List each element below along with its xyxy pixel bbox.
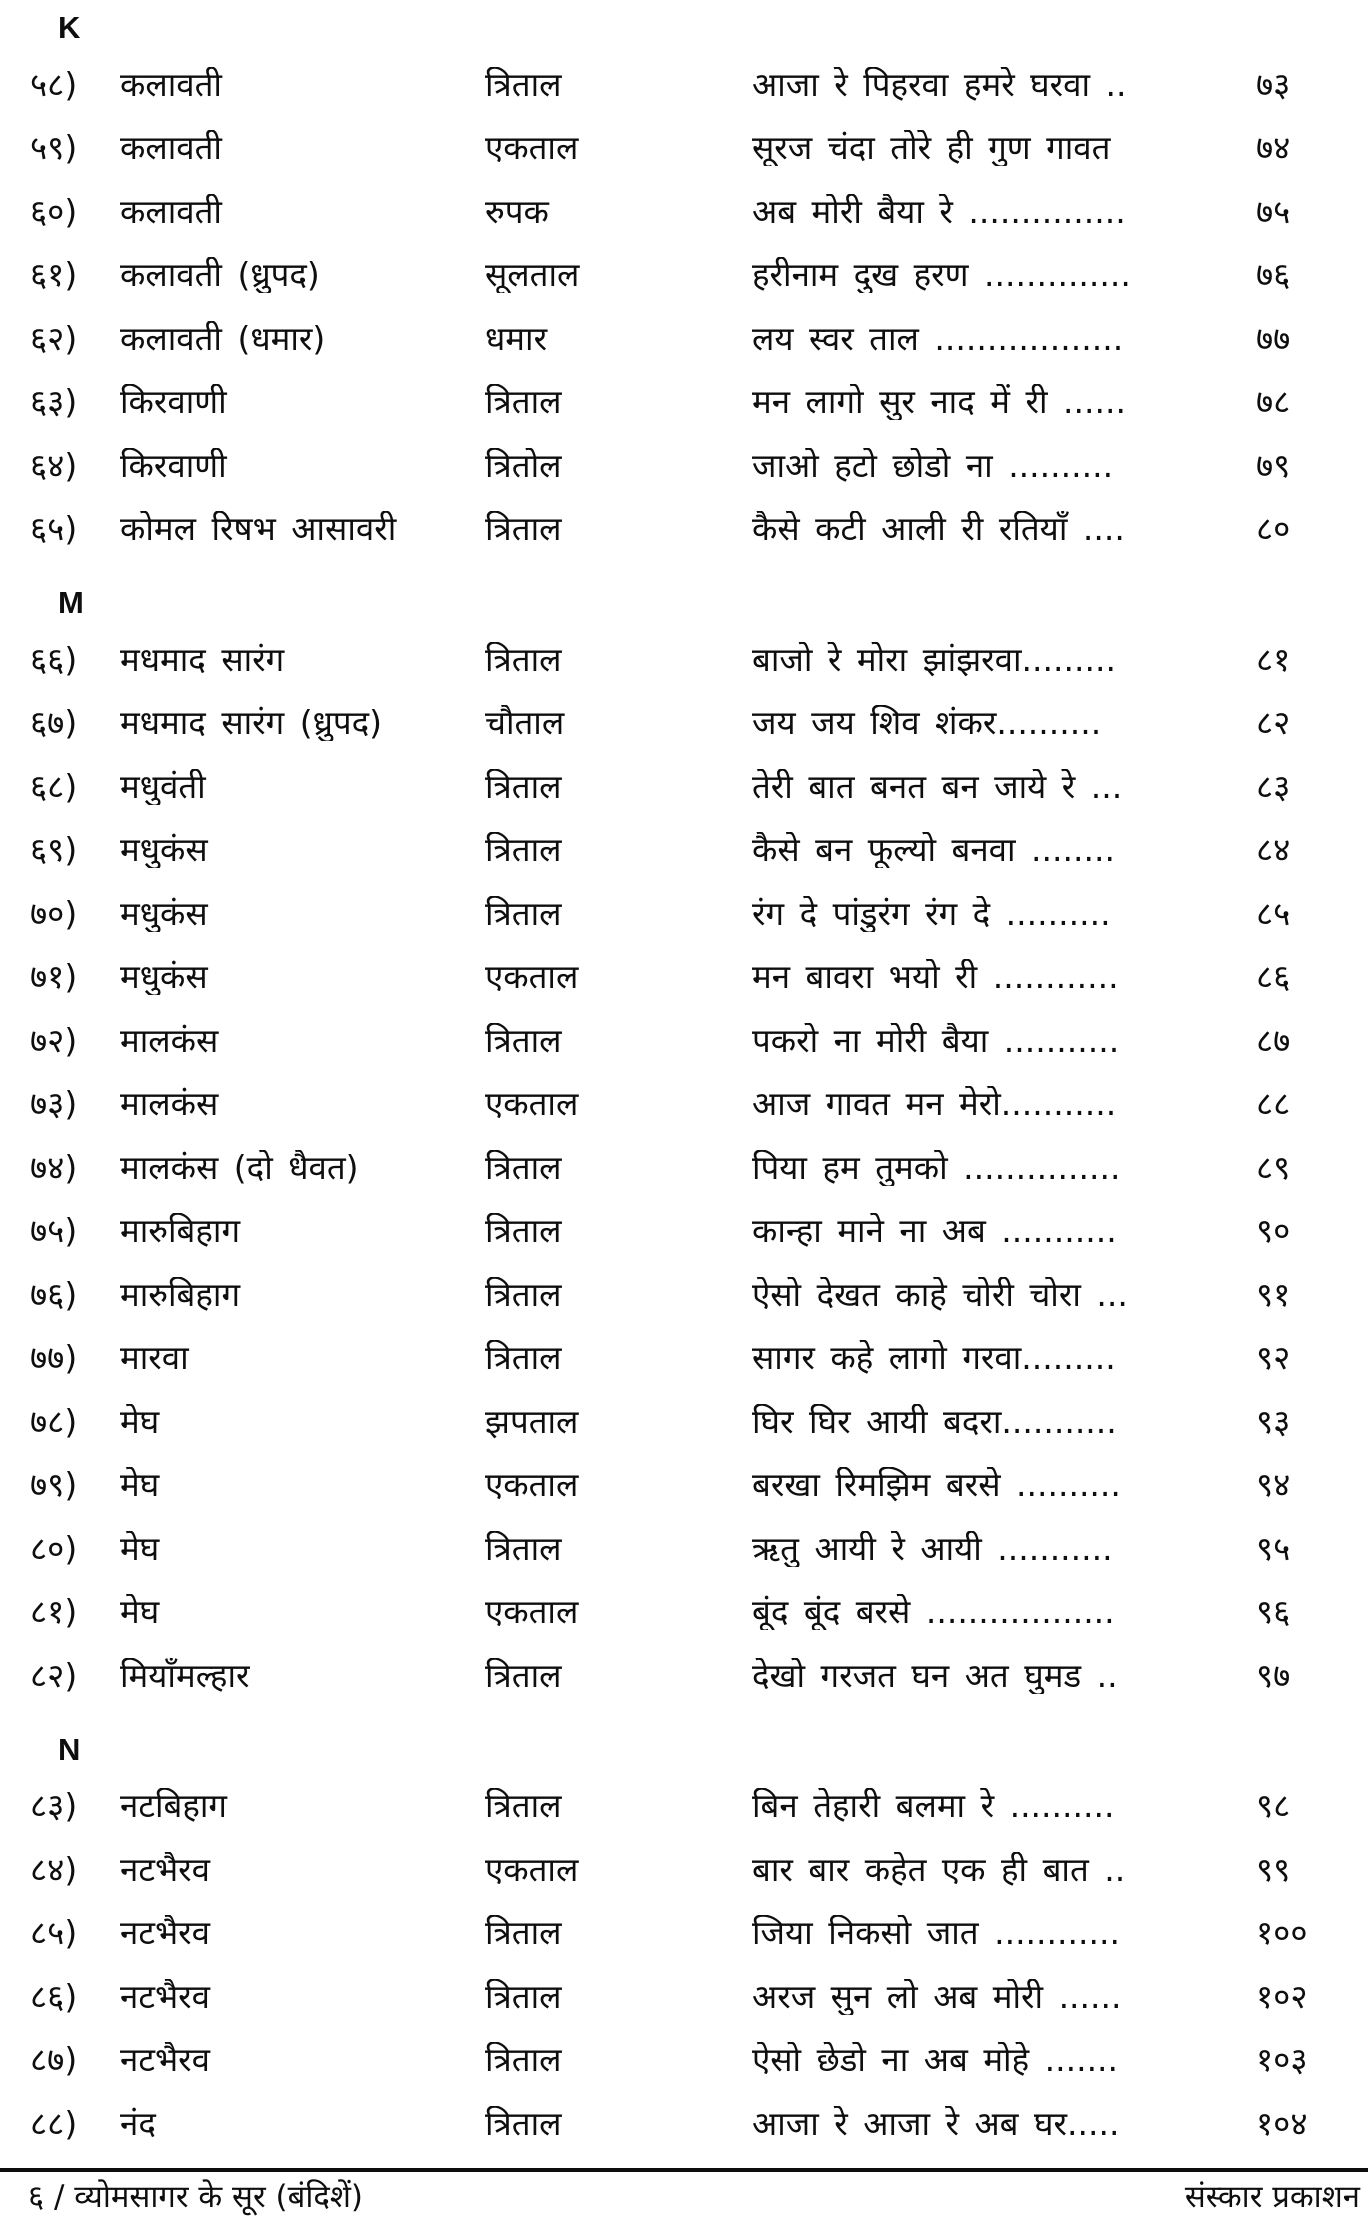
page-number: ९४: [1256, 1465, 1291, 1505]
index-row: [0, 628, 1368, 692]
serial-number: ६४): [30, 445, 78, 485]
song-title: लय स्वर ताल ..................: [752, 320, 1124, 357]
taal-name: एकताल: [485, 1086, 579, 1123]
song-title: जाओ हटो छोडो ना ..........: [752, 447, 1114, 484]
page-number: ९३: [1256, 1401, 1291, 1441]
raga-name: मधुकंस: [120, 895, 208, 932]
index-row: [0, 244, 1368, 308]
index-row: [0, 1581, 1368, 1645]
index-row: [0, 434, 1368, 498]
taal-name: त्रिताल: [485, 2105, 562, 2142]
serial-number: ८३): [30, 1786, 78, 1826]
index-row: [0, 1390, 1368, 1454]
page-number: ८५: [1256, 893, 1291, 933]
taal-name: त्रिताल: [485, 2042, 562, 2079]
taal-name: त्रिताल: [485, 1530, 562, 1567]
page-number: १०४: [1256, 2103, 1308, 2143]
raga-name: मालकंस: [120, 1086, 219, 1123]
section-letter: K: [58, 10, 81, 45]
serial-number: ८५): [30, 1913, 78, 1953]
serial-number: ८६): [30, 1976, 78, 2016]
page-number: ९०: [1256, 1211, 1291, 1251]
page-number: ८६: [1256, 957, 1291, 997]
serial-number: ८८): [30, 2103, 78, 2143]
page-number: ८९: [1256, 1147, 1291, 1187]
raga-name: नटभैरव: [120, 1978, 210, 2015]
taal-name: चौताल: [485, 705, 565, 742]
song-title: पिया हम तुमको ...............: [752, 1149, 1121, 1186]
song-title: जय जय शिव शंकर..........: [752, 705, 1102, 742]
page-number: ८४: [1256, 830, 1291, 870]
raga-name: कलावती (धमार): [120, 320, 326, 357]
raga-name: मधुकंस: [120, 959, 208, 996]
index-row: [0, 498, 1368, 562]
serial-number: ७७): [30, 1338, 78, 1378]
page-number: ८१: [1256, 639, 1291, 679]
song-title: आज गावत मन मेरो...........: [752, 1086, 1117, 1123]
song-title: बाजो रे मोरा झांझरवा.........: [752, 641, 1116, 678]
index-row: [0, 946, 1368, 1010]
index-row: [0, 755, 1368, 819]
index-row: [0, 1073, 1368, 1137]
song-title: कैसे बन फूल्यो बनवा ........: [752, 832, 1115, 869]
taal-name: सूलताल: [485, 257, 580, 294]
raga-name: मारुबिहाग: [120, 1276, 241, 1313]
index-row: [0, 180, 1368, 244]
index-row: [0, 1200, 1368, 1264]
song-title: सागर कहे लागो गरवा.........: [752, 1340, 1116, 1377]
serial-number: ६२): [30, 318, 78, 358]
song-title: आजा रे पिहरवा हमरे घरवा ..: [752, 66, 1127, 103]
page-number: १०३: [1256, 2040, 1308, 2080]
raga-name: नटभैरव: [120, 1851, 210, 1888]
taal-name: एकताल: [485, 1467, 579, 1504]
index-row: [0, 1517, 1368, 1581]
raga-name: किरवाणी: [120, 384, 227, 421]
taal-name: त्रिताल: [485, 1340, 562, 1377]
serial-number: ६१): [30, 255, 78, 295]
taal-name: धमार: [485, 320, 548, 357]
taal-name: त्रिताल: [485, 1915, 562, 1952]
raga-name: मधमाद सारंग (ध्रुपद): [120, 705, 383, 742]
index-row: [0, 1775, 1368, 1839]
raga-name: कलावती (ध्रुपद): [120, 257, 320, 294]
raga-name: मेघ: [120, 1467, 160, 1504]
taal-name: त्रिताल: [485, 768, 562, 805]
page-number: ७५: [1256, 191, 1291, 231]
page-number: ९६: [1256, 1592, 1291, 1632]
song-title: बार बार कहेत एक ही बात ..: [752, 1851, 1126, 1888]
song-title: बिन तेहारी बलमा रे ..........: [752, 1788, 1115, 1825]
index-row: [0, 2092, 1368, 2156]
song-title: पकरो ना मोरी बैया ...........: [752, 1022, 1120, 1059]
serial-number: ७३): [30, 1084, 78, 1124]
raga-name: मधमाद सारंग: [120, 641, 285, 678]
serial-number: ७०): [30, 893, 78, 933]
serial-number: ७१): [30, 957, 78, 997]
index-row: [0, 307, 1368, 371]
index-row: [0, 1902, 1368, 1966]
taal-name: त्रिताल: [485, 1657, 562, 1694]
page-number: ९८: [1256, 1786, 1291, 1826]
raga-name: नटबिहाग: [120, 1788, 227, 1825]
index-row: [0, 819, 1368, 883]
song-title: जिया निकसो जात ............: [752, 1915, 1120, 1952]
song-title: कान्हा माने ना अब ...........: [752, 1213, 1117, 1250]
taal-name: त्रिताल: [485, 1978, 562, 2015]
index-row: [0, 1009, 1368, 1073]
raga-name: मेघ: [120, 1403, 160, 1440]
raga-name: मियाँमल्हार: [120, 1657, 250, 1694]
raga-name: नटभैरव: [120, 2042, 210, 2079]
taal-name: एकताल: [485, 959, 579, 996]
page-number: ८०: [1256, 509, 1291, 549]
serial-number: ८१): [30, 1592, 78, 1632]
serial-number: ८२): [30, 1655, 78, 1695]
song-title: अरज सुन लो अब मोरी ......: [752, 1978, 1122, 2015]
taal-name: एकताल: [485, 1851, 579, 1888]
page-number: ९२: [1256, 1338, 1291, 1378]
serial-number: ८०): [30, 1528, 78, 1568]
raga-name: मधुवंती: [120, 768, 206, 805]
raga-name: कलावती: [120, 66, 222, 103]
page-number: ९१: [1256, 1274, 1291, 1314]
index-row: [0, 1644, 1368, 1708]
index-row: [0, 2029, 1368, 2093]
taal-name: त्रिताल: [485, 384, 562, 421]
page-number: ९५: [1256, 1528, 1291, 1568]
raga-name: मेघ: [120, 1530, 160, 1567]
taal-name: त्रिताल: [485, 511, 562, 548]
index-row: [0, 53, 1368, 117]
raga-name: मधुकंस: [120, 832, 208, 869]
taal-name: झपताल: [485, 1403, 579, 1440]
page-footer: [0, 2168, 1368, 2224]
song-title: ऐसो देखत काहे चोरी चोरा ...: [752, 1276, 1128, 1313]
song-title: मन लागो सुर नाद में री ......: [752, 384, 1126, 421]
taal-name: त्रिताल: [485, 66, 562, 103]
taal-name: त्रिताल: [485, 895, 562, 932]
index-row: [0, 371, 1368, 435]
song-title: घिर घिर आयी बदरा...........: [752, 1403, 1117, 1440]
index-row: [0, 1838, 1368, 1902]
song-title: ऋतु आयी रे आयी ...........: [752, 1530, 1113, 1567]
index-row: [0, 1454, 1368, 1518]
song-title: बरखा रिमझिम बरसे ..........: [752, 1467, 1121, 1504]
index-row: [0, 1136, 1368, 1200]
serial-number: ६०): [30, 191, 78, 231]
page-number: ७९: [1256, 445, 1291, 485]
serial-number: ६५): [30, 509, 78, 549]
footer-book-title: ६ / व्योमसागर के सूर (बंदिशें): [28, 2179, 364, 2215]
song-title: सूरज चंदा तोरे ही गुण गावत: [752, 130, 1111, 167]
taal-name: रुपक: [485, 193, 549, 230]
raga-name: मालकंस (दो धैवत): [120, 1149, 359, 1186]
page-number: ७६: [1256, 255, 1291, 295]
page-number: १००: [1256, 1913, 1308, 1953]
footer-publisher: संस्कार प्रकाशन: [1184, 2179, 1360, 2215]
raga-name: मालकंस: [120, 1022, 219, 1059]
serial-number: ७२): [30, 1020, 78, 1060]
taal-name: त्रिताल: [485, 1213, 562, 1250]
page-number: ७७: [1256, 318, 1291, 358]
raga-name: मेघ: [120, 1594, 160, 1631]
raga-name: नटभैरव: [120, 1915, 210, 1952]
raga-name: कलावती: [120, 193, 222, 230]
serial-number: ८४): [30, 1849, 78, 1889]
serial-number: ६७): [30, 703, 78, 743]
song-title: हरीनाम दुख हरण ..............: [752, 257, 1131, 294]
serial-number: ६६): [30, 639, 78, 679]
taal-name: एकताल: [485, 130, 579, 167]
raga-name: मारुबिहाग: [120, 1213, 241, 1250]
serial-number: ७४): [30, 1147, 78, 1187]
section-letter: M: [58, 585, 84, 620]
index-row: [0, 1965, 1368, 2029]
serial-number: ८७): [30, 2040, 78, 2080]
song-title: तेरी बात बनत बन जाये रे ...: [752, 768, 1123, 805]
index-row: [0, 1263, 1368, 1327]
taal-name: त्रिताल: [485, 832, 562, 869]
song-title: ऐसो छेडो ना अब मोहे .......: [752, 2042, 1119, 2079]
raga-name: कोमल रिषभ आसावरी: [120, 511, 397, 548]
page-number: ७८: [1256, 382, 1291, 422]
page-number: ८७: [1256, 1020, 1291, 1060]
taal-name: त्रिताल: [485, 1788, 562, 1825]
page-number: ८८: [1256, 1084, 1291, 1124]
page-number: ९७: [1256, 1655, 1291, 1695]
song-title: कैसे कटी आली री रतियाँ ....: [752, 511, 1125, 548]
section-letter: N: [58, 1731, 81, 1767]
page-number: ७३: [1256, 64, 1291, 104]
page-number: १०२: [1256, 1976, 1308, 2016]
serial-number: ५९): [30, 128, 78, 168]
page-number: ८३: [1256, 766, 1291, 806]
taal-name: त्रितोल: [485, 447, 562, 484]
song-title: मन बावरा भयो री ............: [752, 959, 1119, 996]
song-title: अब मोरी बैया रे ...............: [752, 193, 1126, 230]
index-row: [0, 882, 1368, 946]
index-row: [0, 1327, 1368, 1391]
raga-name: मारवा: [120, 1340, 189, 1377]
song-title: बूंद बूंद बरसे ..................: [752, 1594, 1115, 1631]
serial-number: ७९): [30, 1465, 78, 1505]
page-number: ७४: [1256, 128, 1291, 168]
serial-number: ७६): [30, 1274, 78, 1314]
taal-name: त्रिताल: [485, 1276, 562, 1313]
raga-name: नंद: [120, 2105, 156, 2142]
taal-name: त्रिताल: [485, 1149, 562, 1186]
raga-name: किरवाणी: [120, 447, 227, 484]
page-number: ९९: [1256, 1849, 1291, 1889]
index-row: [0, 117, 1368, 181]
serial-number: ७५): [30, 1211, 78, 1251]
serial-number: ६९): [30, 830, 78, 870]
serial-number: ६८): [30, 766, 78, 806]
raga-name: कलावती: [120, 130, 222, 167]
serial-number: ६३): [30, 382, 78, 422]
song-title: रंग दे पांडुरंग रंग दे ..........: [752, 895, 1111, 932]
serial-number: ७८): [30, 1401, 78, 1441]
page-number: ८२: [1256, 703, 1291, 743]
index-row: [0, 692, 1368, 756]
song-title: आजा रे आजा रे अब घर.....: [752, 2105, 1120, 2142]
taal-name: त्रिताल: [485, 641, 562, 678]
taal-name: एकताल: [485, 1594, 579, 1631]
song-title: देखो गरजत घन अत घुमड ..: [752, 1657, 1118, 1694]
taal-name: त्रिताल: [485, 1022, 562, 1059]
serial-number: ५८): [30, 64, 78, 104]
